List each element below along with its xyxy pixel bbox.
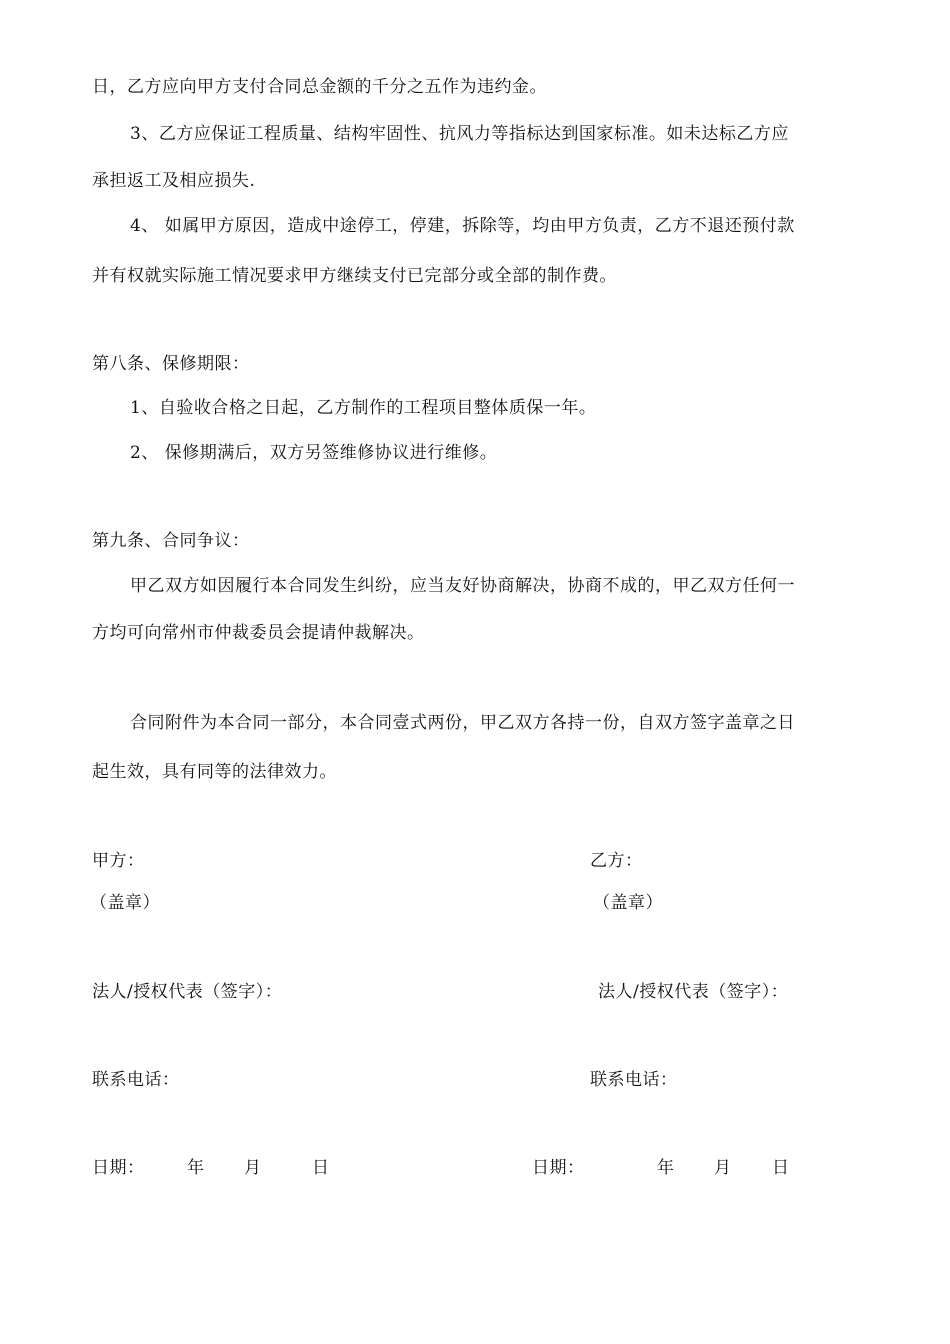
closing-line1: 合同附件为本合同一部分，本合同壹式两份，甲乙双方各持一份，自双方签字盖章之日 xyxy=(130,713,795,733)
stoppage-clause-line1: 4、 如属甲方原因，造成中途停工，停建，拆除等，均由甲方负责，乙方不退还预付款 xyxy=(130,216,795,236)
quality-clause-line1: 3、乙方应保证工程质量、结构牢固性、抗风力等指标达到国家标准。如未达标乙方应 xyxy=(130,124,789,144)
article9-heading: 第九条、合同争议： xyxy=(92,531,250,551)
party-a-rep: 法人/授权代表（签字）： xyxy=(92,982,283,1002)
party-b-date-label: 日期： xyxy=(532,1158,585,1178)
party-a-phone: 联系电话： xyxy=(92,1070,180,1090)
article9-line2: 方均可向常州市仲裁委员会提请仲裁解决。 xyxy=(92,623,425,643)
party-a-date-month: 月 xyxy=(244,1158,261,1178)
penalty-clause-text: 日，乙方应向甲方支付合同总金额的千分之五作为违约金。 xyxy=(92,77,547,97)
party-a-date-label: 日期： xyxy=(92,1158,145,1178)
party-a-date-day: 日 xyxy=(312,1158,329,1178)
article8-heading: 第八条、保修期限： xyxy=(92,354,250,374)
quality-clause-line2: 承担返工及相应损失. xyxy=(92,171,256,191)
article8-item2: 2、 保修期满后，双方另签维修协议进行维修。 xyxy=(130,443,498,463)
stoppage-clause-line2: 并有权就实际施工情况要求甲方继续支付已完部分或全部的制作费。 xyxy=(92,266,617,286)
party-a-label: 甲方： xyxy=(92,851,145,871)
article9-line1: 甲乙双方如因履行本合同发生纠纷，应当友好协商解决，协商不成的，甲乙双方任何一 xyxy=(130,576,795,596)
party-b-label: 乙方： xyxy=(590,851,643,871)
party-b-date-month: 月 xyxy=(714,1158,731,1178)
party-b-date-year: 年 xyxy=(657,1158,674,1178)
party-b-phone: 联系电话： xyxy=(590,1070,678,1090)
party-a-seal: （盖章） xyxy=(90,893,160,913)
party-b-date-day: 日 xyxy=(772,1158,789,1178)
article8-item1: 1、自验收合格之日起，乙方制作的工程项目整体质保一年。 xyxy=(130,398,597,418)
party-a-date-year: 年 xyxy=(187,1158,204,1178)
party-b-rep: 法人/授权代表（签字）： xyxy=(598,982,789,1002)
party-b-seal: （盖章） xyxy=(593,893,663,913)
closing-line2: 起生效，具有同等的法律效力。 xyxy=(92,762,337,782)
